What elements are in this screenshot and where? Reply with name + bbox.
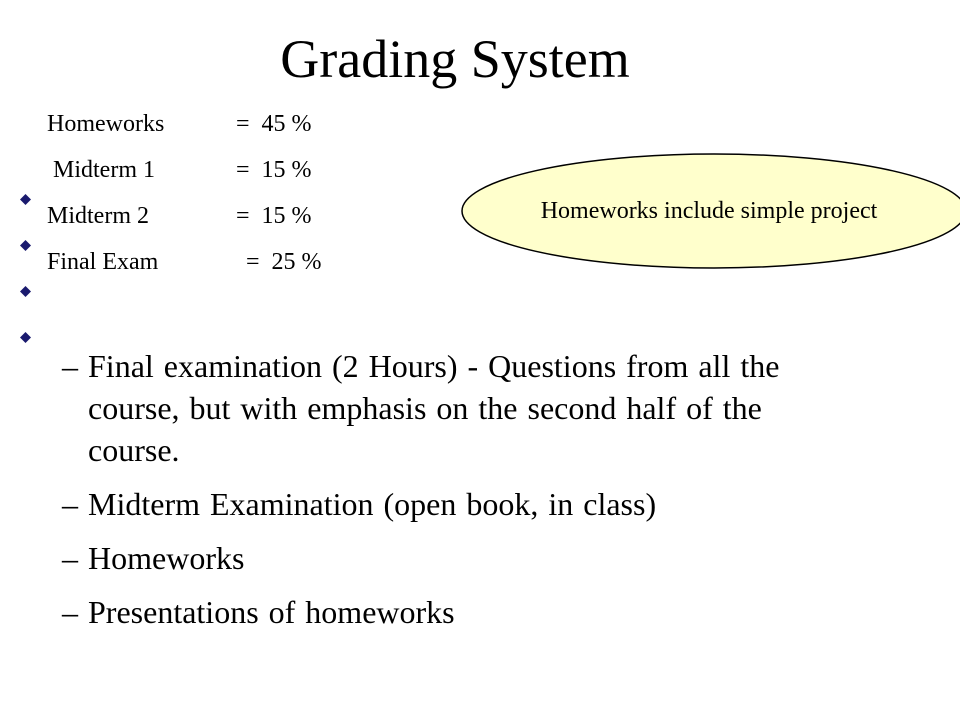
callout-text: Homeworks include simple project xyxy=(540,198,878,224)
grade-value: = 15 % xyxy=(236,157,312,183)
detail-text: Presentations of homeworks xyxy=(88,594,455,630)
grade-item-midterm-1 xyxy=(20,151,312,197)
grade-value: = 15 % xyxy=(236,203,312,229)
grade-list xyxy=(20,105,322,289)
grade-label: Homeworks xyxy=(47,111,165,137)
diamond-bullet-icon xyxy=(20,256,31,267)
grade-label: Midterm 2 xyxy=(47,203,149,229)
callout-ellipse xyxy=(459,151,960,273)
detail-text: Homeworks xyxy=(88,540,245,576)
detail-item-midterm-examination xyxy=(62,483,862,525)
grade-label: Final Exam xyxy=(47,249,159,275)
slide-title: Grading System xyxy=(280,29,630,89)
detail-item-final-examination xyxy=(62,345,862,471)
diamond-bullet-icon xyxy=(20,164,31,175)
detail-text: Midterm Examination (open book, in class) xyxy=(88,486,657,522)
grade-value: = 45 % xyxy=(236,111,312,137)
detail-item-homeworks xyxy=(62,537,862,579)
grade-value: = 25 % xyxy=(246,249,322,275)
grade-item-midterm-2 xyxy=(20,197,312,243)
dash-bullet: – xyxy=(62,348,78,384)
detail-item-presentations xyxy=(62,591,862,633)
diamond-bullet-icon xyxy=(20,118,31,129)
grade-item-homeworks xyxy=(20,105,312,151)
dash-bullet: – xyxy=(62,594,78,630)
grade-label: Midterm 1 xyxy=(47,157,155,183)
detail-text: Final examination (2 Hours) - Questions from all the course, but with emphasis on the second half of the course. xyxy=(88,348,780,468)
details-list xyxy=(62,345,862,645)
dash-bullet: – xyxy=(62,540,78,576)
dash-bullet: – xyxy=(62,486,78,522)
grade-item-final-exam xyxy=(20,243,322,289)
diamond-bullet-icon xyxy=(20,210,31,221)
